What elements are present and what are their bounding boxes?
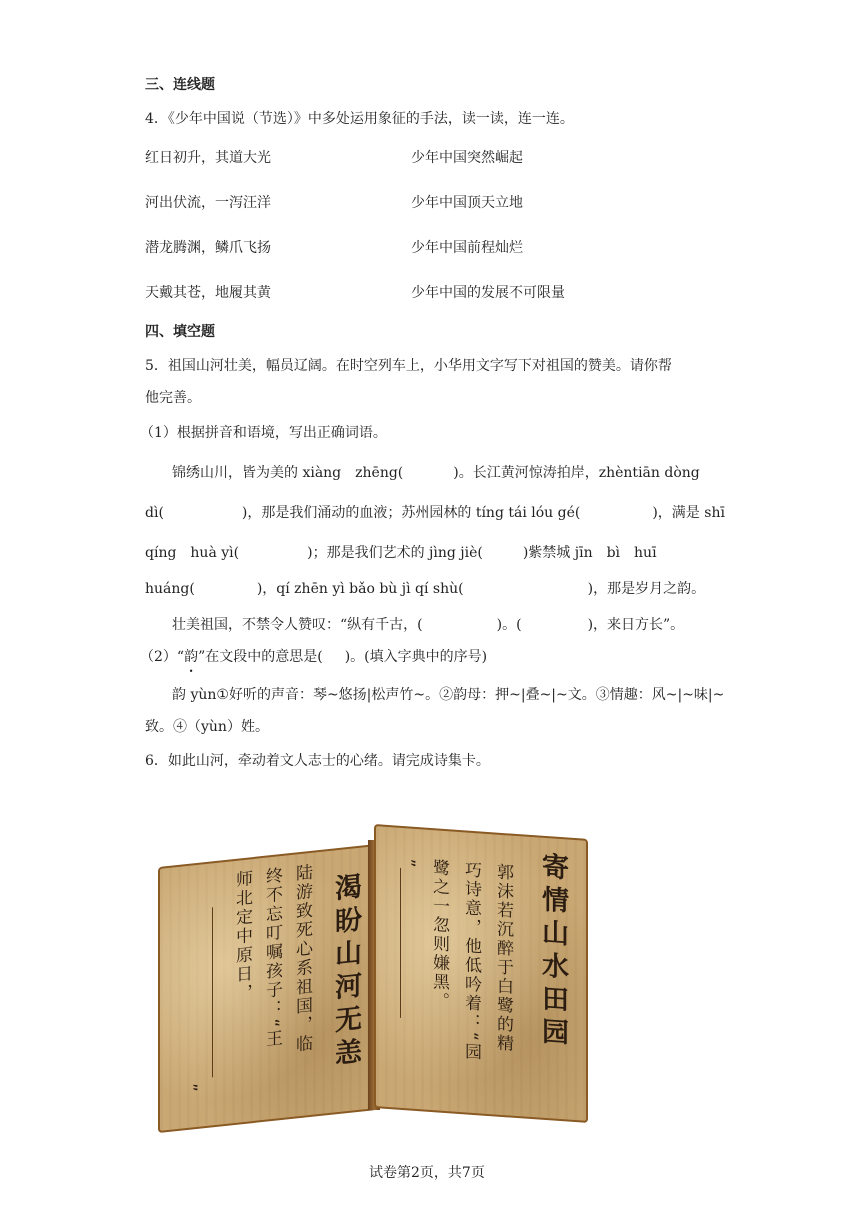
text-segment: huáng( xyxy=(145,581,195,597)
match-right-4[interactable]: 少年中国的发展不可限量 xyxy=(411,285,565,301)
para-line-4 xyxy=(145,578,705,598)
question-5-sub1: （1）根据拼音和语境，写出正确词语。 xyxy=(140,425,387,441)
text-segment: （2）“ xyxy=(140,649,185,665)
text-segment: )，满是 shī xyxy=(652,505,725,521)
left-text-3: 师北定中原日， xyxy=(232,869,252,1005)
right-text-1: 郭沫若沉醉于白鹭的精 xyxy=(493,862,513,1054)
text-segment: qíng huà yì( xyxy=(145,545,240,561)
text-segment: )。( xyxy=(496,617,522,633)
match-left-2[interactable]: 河出伏流，一泻汪洋 xyxy=(145,195,271,211)
text-segment: )，qí zhēn yì bǎo bù jì qí shù( xyxy=(256,581,464,597)
right-text-2: 巧诗意，他低吟着：“园 xyxy=(461,860,481,1063)
left-title: 渴盼山河无恙 xyxy=(330,871,361,1073)
page-footer: 试卷第2页，共7页 xyxy=(369,1165,485,1181)
question-4-stem: 4．《少年中国说（节选）》中多处运用象征的手法，读一读，连一连。 xyxy=(145,111,574,127)
text-segment: )。(填入字典中的序号) xyxy=(344,649,488,665)
match-left-3[interactable]: 潜龙腾渊，鳞爪飞扬 xyxy=(145,240,271,256)
match-left-1[interactable]: 红日初升，其道大光 xyxy=(145,150,271,166)
dictionary-entry-line1: 韵 yùn①好听的声音：琴~悠扬|松声竹~。②韵母：押~|叠~|~文。③情趣：风~|~味|~ xyxy=(172,687,725,703)
para-line-1 xyxy=(172,462,700,482)
right-text-3: 鹭之一忽则嫌黑。 xyxy=(429,857,449,1012)
frame-line xyxy=(212,907,213,1077)
frame-line xyxy=(400,868,401,1018)
right-page xyxy=(374,824,588,1123)
text-segment: )紫禁城 jīn bì huī xyxy=(522,545,657,561)
text-segment: )，来日方长”。 xyxy=(587,617,685,633)
left-text-2: 终不忘叮嘱孩子：“王 xyxy=(262,865,282,1050)
text-segment: 锦绣山川，皆为美的 xiàng zhēng( xyxy=(172,465,404,481)
section-heading-3: 三、连线题 xyxy=(145,77,215,93)
text-segment: )；那是我们艺术的 jìng jiè( xyxy=(307,545,483,561)
text-segment: dì( xyxy=(145,505,164,521)
dictionary-entry-line2: 致。④（yùn）姓。 xyxy=(145,719,269,735)
match-left-4[interactable]: 天戴其苍，地履其黄 xyxy=(145,285,271,301)
left-close-quote: ” xyxy=(180,1082,200,1096)
text-segment: )。长江黄河惊涛拍岸，zhèntiān dòng xyxy=(453,465,700,481)
text-segment: 壮美祖国，不禁令人赞叹：“纵有千古，( xyxy=(172,617,423,633)
para-line-5 xyxy=(172,614,684,634)
para-line-3 xyxy=(145,542,657,562)
question-5-stem-line1: 5．祖国山河壮美，幅员辽阔。在时空列车上，小华用文字写下对祖国的赞美。请你帮 xyxy=(145,358,672,374)
poem-card-scroll xyxy=(150,814,590,1116)
right-title: 寄情山水田园 xyxy=(537,851,568,1052)
left-page xyxy=(158,844,377,1133)
left-text-1: 陆游致死心系祖国，临 xyxy=(292,862,312,1055)
match-right-2[interactable]: 少年中国顶天立地 xyxy=(411,195,523,211)
emphasized-char: 韵 xyxy=(184,649,199,665)
match-right-1[interactable]: 少年中国突然崛起 xyxy=(411,150,523,166)
text-segment: )，那是岁月之韵。 xyxy=(587,581,706,597)
question-6-stem: 6．如此山河，牵动着文人志士的心绪。请完成诗集卡。 xyxy=(145,753,490,769)
match-right-3[interactable]: 少年中国前程灿烂 xyxy=(411,240,523,256)
right-open-quote: ” xyxy=(398,857,418,870)
question-5-stem-line2: 他完善。 xyxy=(145,390,201,406)
question-5-sub2 xyxy=(140,646,487,666)
para-line-2 xyxy=(145,502,725,522)
text-segment: ”在文段中的意思是( xyxy=(198,649,323,665)
section-heading-4: 四、填空题 xyxy=(145,324,215,340)
text-segment: )，那是我们涌动的血液；苏州园林的 tíng tái lóu gé( xyxy=(241,505,581,521)
